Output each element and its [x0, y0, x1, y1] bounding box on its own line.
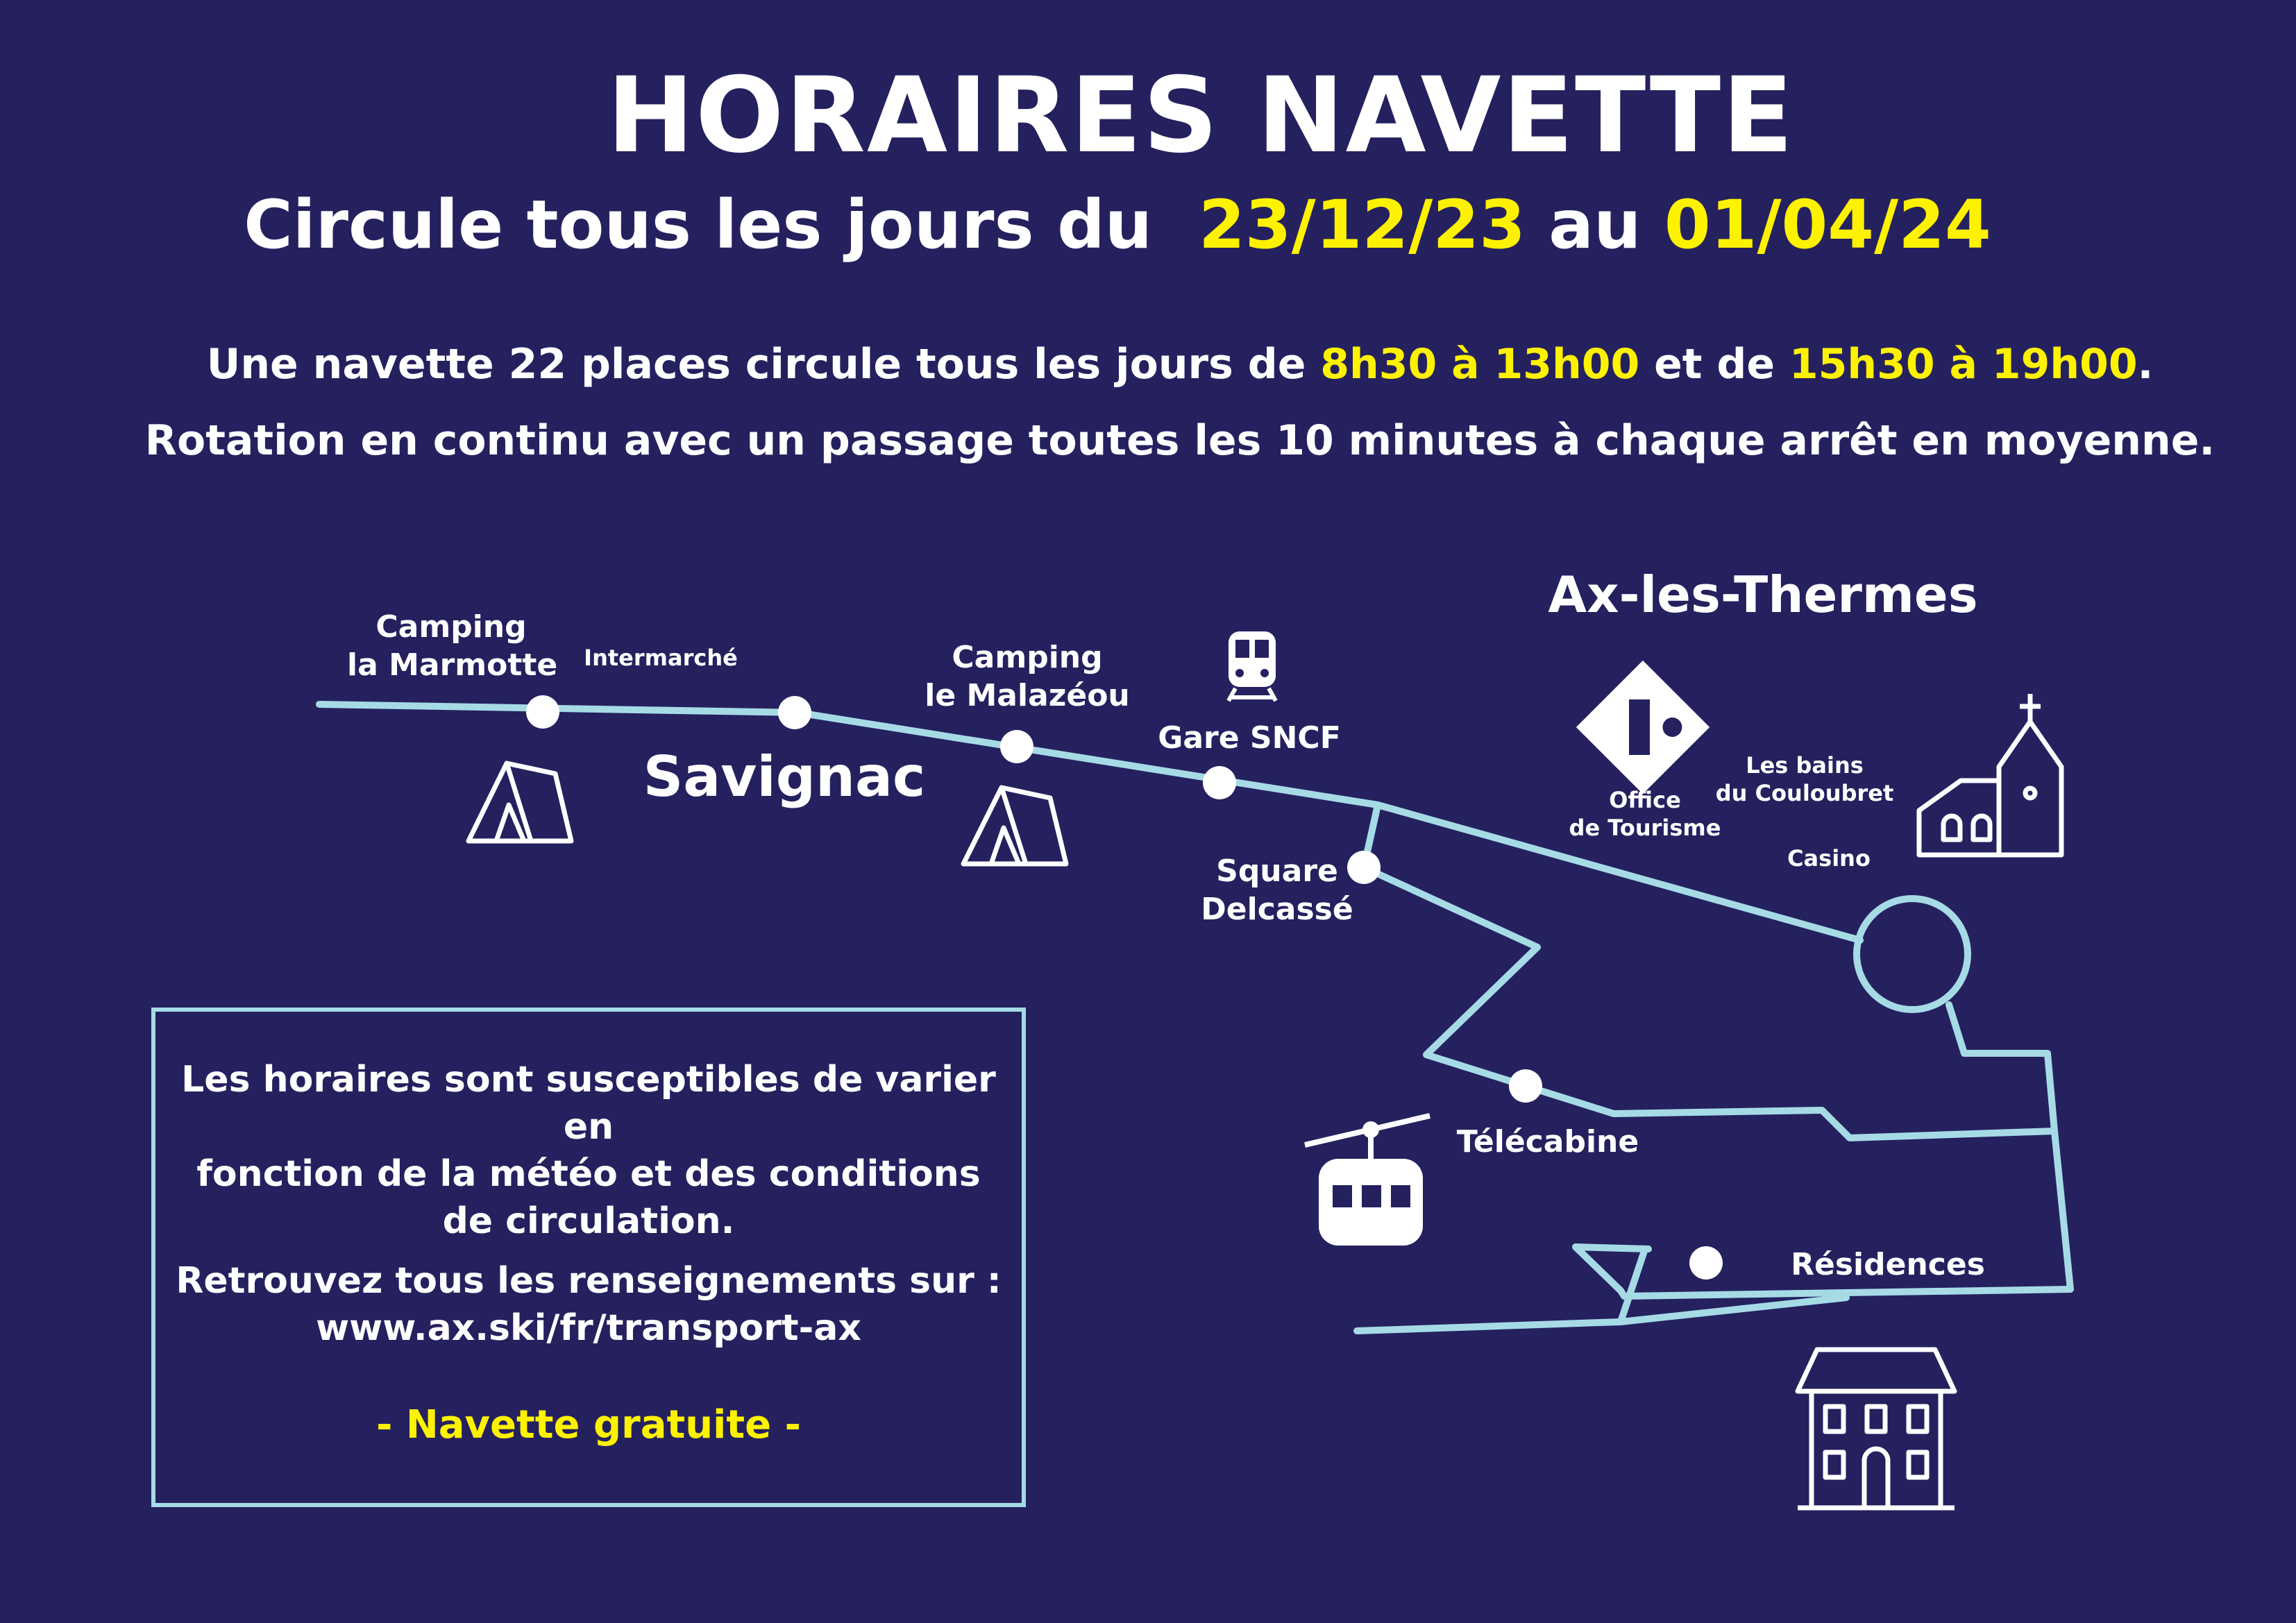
residence-building-icon	[1798, 1350, 1955, 1508]
time-range-afternoon: 15h30 à 19h00	[1789, 340, 2138, 389]
notice-info	[155, 1257, 1022, 1352]
stop-label-line: Camping	[375, 609, 527, 645]
free-shuttle-label: - Navette gratuite -	[376, 1402, 801, 1447]
notice-line: de circulation.	[442, 1200, 735, 1242]
notice-line: Les horaires sont susceptibles de varier en	[181, 1059, 996, 1148]
website-link[interactable]: www.ax.ski/fr/transport-ax	[316, 1307, 861, 1349]
landmark-label-office-tourisme	[1562, 786, 1728, 842]
schedule-suffix: .	[2137, 340, 2154, 389]
landmark-label-line: du Couloubret	[1715, 780, 1894, 806]
schedule-prefix: Une navette 22 places circule tous les jours de	[206, 340, 1306, 389]
date-start: 23/12/23	[1198, 186, 1526, 264]
stop-label-line: la Marmotte	[347, 647, 558, 683]
stop-marker-camping-marmotte	[526, 695, 559, 729]
landmark-label-line: Office	[1609, 787, 1681, 813]
stop-marker-residences	[1689, 1246, 1723, 1280]
stop-label-camping-marmotte	[347, 608, 558, 684]
casino-roundabout	[1857, 899, 1968, 1010]
notice-variation	[155, 1056, 1022, 1245]
landmark-label-line: de Tourisme	[1569, 815, 1721, 841]
route-south-line	[1357, 1249, 1846, 1331]
notice-box	[151, 1008, 1026, 1507]
tent-icon	[469, 763, 571, 841]
stop-label-line: le Malazéou	[925, 678, 1130, 713]
tent-icon	[963, 788, 1066, 864]
stop-label-line: Camping	[952, 640, 1103, 675]
stop-label-square-delcasse	[1180, 852, 1374, 928]
church-icon	[1919, 694, 2061, 855]
landmark-label-line: Les bains	[1746, 752, 1864, 779]
stop-marker-camping-malazeou	[1000, 730, 1033, 763]
notice-line: fonction de la météo et des conditions	[196, 1153, 981, 1195]
stop-label-line: Delcassé	[1201, 892, 1353, 927]
stop-marker-telecabine	[1509, 1069, 1542, 1103]
stop-label-line: Square	[1216, 853, 1338, 889]
stop-marker-gare-sncf	[1203, 766, 1236, 799]
train-icon	[1229, 631, 1276, 701]
stop-label-gare-sncf: Gare SNCF	[1158, 720, 1341, 756]
stop-label-residences: Résidences	[1791, 1247, 1985, 1282]
landmark-label-bains-couloubret	[1714, 751, 1895, 807]
subtitle-prefix: Circule tous les jours du	[244, 186, 1153, 264]
time-range-morning: 8h30 à 13h00	[1320, 340, 1640, 389]
rotation-line: Rotation en continu avec un passage toutes les 10 minutes à chaque arrêt en moyenne.	[144, 416, 2215, 465]
town-label-ax-les-thermes: Ax-les-Thermes	[1548, 566, 1978, 624]
landmark-label-casino: Casino	[1787, 845, 1871, 872]
stop-label-camping-malazeou	[923, 638, 1131, 715]
page-title: HORAIRES NAVETTE	[607, 56, 1795, 176]
tourism-office-icon	[1576, 661, 1710, 794]
schedule-mid: et de	[1654, 340, 1775, 389]
stop-label-telecabine: Télécabine	[1456, 1124, 1639, 1159]
cable-car-icon	[1305, 1116, 1430, 1246]
subtitle-mid: au	[1548, 186, 1641, 264]
town-label-savignac: Savignac	[643, 745, 926, 809]
stop-label-intermarche: Intermarché	[584, 645, 738, 671]
date-end: 01/04/24	[1664, 186, 1991, 264]
stop-marker-intermarche	[778, 696, 811, 729]
notice-line: Retrouvez tous les renseignements sur :	[176, 1260, 1002, 1302]
